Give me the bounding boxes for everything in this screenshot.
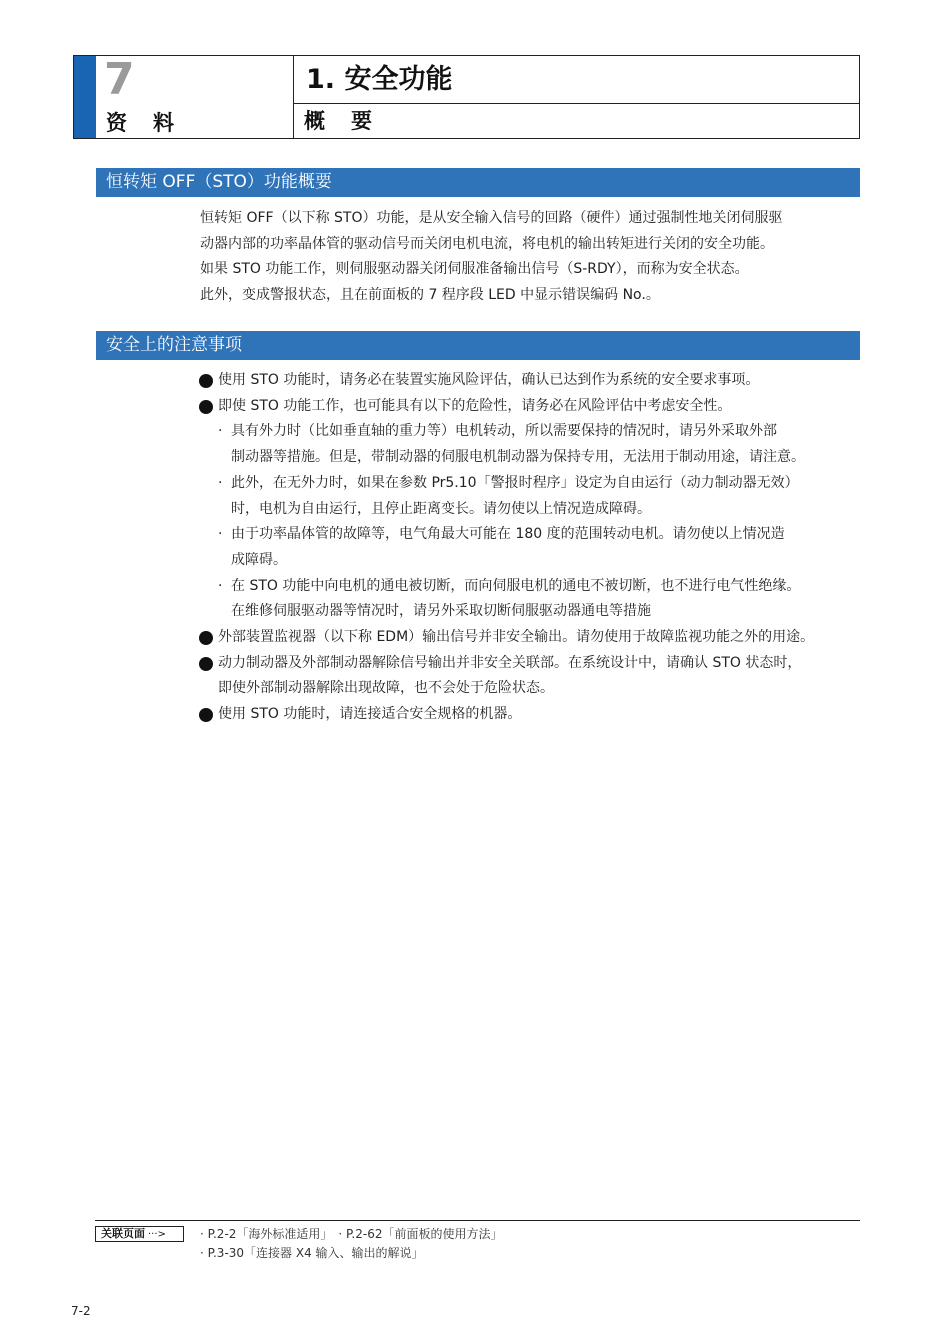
overview-line: 此外，变成警报状态，且在前面板的 7 程序段 LED 中显示错误编码 No.。 — [200, 287, 660, 304]
related-pages-badge — [95, 1226, 184, 1242]
chapter-number: 7 — [104, 54, 135, 105]
sub-list-item: · 具有外力时（比如垂直轴的重力等）电机转动，所以需要保持的情况时，请另外采取外部 制动器等措施。但是，带制动器的伺服电机制动器为保持专用，无法用于制动用途，请注意。 — [198, 419, 864, 470]
sub-list-item: · 在 STO 功能中向电机的通电被切断，而向伺服电机的通电不被切断，也不进行电气性绝缘。 在维修伺服驱动器等情况时，请另外采取切断伺服驱动器通电等措施 — [198, 574, 864, 625]
header-divider-vertical — [293, 56, 294, 138]
page-number: 7-2 — [71, 1304, 91, 1318]
sub-bullet-icon: · — [218, 423, 223, 440]
list-item: 使用 STO 功能时，请连接适合安全规格的机器。 — [198, 702, 864, 728]
header-divider-horizontal — [293, 103, 859, 104]
sub-bullet-icon: · — [218, 577, 223, 594]
arrow-right-icon: ···> — [148, 1229, 166, 1240]
sub-bullet-icon: · — [218, 474, 223, 491]
list-item: 使用 STO 功能时，请务必在装置实施风险评估，确认已达到作为系统的安全要求事项。 — [198, 368, 864, 394]
related-link[interactable]: · P.2-2「海外标准适用」 — [200, 1227, 327, 1241]
section-subtitle: 概要 — [304, 109, 398, 133]
list-item: 外部装置监视器（以下称 EDM）输出信号并非安全输出。请勿使用于故障监视功能之外的用途。 — [198, 625, 864, 651]
bullet-icon — [199, 657, 213, 671]
overview-line: 动器内部的功率晶体管的驱动信号而关闭电机电流，将电机的输出转矩进行关闭的安全功能。 — [200, 235, 774, 252]
sub-list-item: · 由于功率晶体管的故障等，电气角最大可能在 180 度的范围转动电机。请勿使以上情况造 成障碍。 — [198, 522, 864, 573]
chapter-label: 资料 — [106, 111, 200, 135]
overview-line: 如果 STO 功能工作，则伺服驱动器关闭伺服准备输出信号（S-RDY），而称为安全状态。 — [200, 261, 749, 278]
related-link[interactable]: · P.3-30「连接器 X4 输入、输出的解说」 — [200, 1246, 424, 1260]
bullet-icon — [199, 374, 213, 388]
footer-divider — [95, 1220, 860, 1221]
safety-notes-list — [198, 368, 864, 728]
list-item: 动力制动器及外部制动器解除信号输出并非安全关联部。在系统设计中，请确认 STO 状态时， 即使外部制动器解除出现故障，也不会处于危险状态。 — [198, 651, 864, 702]
sto-overview-text — [200, 206, 862, 309]
related-link[interactable]: · P.2-62「前面板的使用方法」 — [338, 1227, 503, 1241]
chapter-header — [73, 55, 860, 139]
sub-list-item: · 此外，在无外力时，如果在参数 Pr5.10「警报时程序」设定为自由运行（动力制动器无效） 时，电机为自由运行，且停止距离变长。请勿使以上情况造成障碍。 — [198, 471, 864, 522]
chapter-accent-bar — [74, 56, 96, 138]
sub-bullet-icon: · — [218, 526, 223, 543]
section-title: 1. 安全功能 — [306, 64, 453, 95]
safety-notes-heading: 安全上的注意事项 — [96, 331, 860, 360]
related-pages-list — [200, 1225, 502, 1263]
sto-overview-heading: 恒转矩 OFF（STO）功能概要 — [96, 168, 860, 197]
bullet-icon — [199, 631, 213, 645]
bullet-icon — [199, 708, 213, 722]
overview-line: 恒转矩 OFF（以下称 STO）功能，是从安全输入信号的回路（硬件）通过强制性地关闭伺服驱 — [200, 210, 783, 226]
bullet-icon — [199, 400, 213, 414]
related-pages-label: 关联页面 — [101, 1227, 145, 1240]
list-item: 即使 STO 功能工作，也可能具有以下的危险性，请务必在风险评估中考虑安全性。 — [198, 394, 864, 420]
